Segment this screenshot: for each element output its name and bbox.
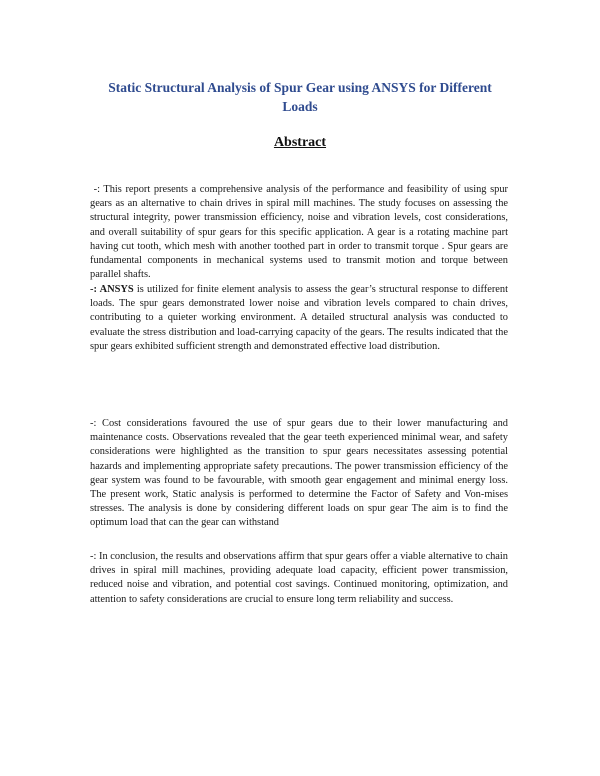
abstract-paragraph-1 — [90, 183, 508, 282]
paragraph-lead: -: — [90, 284, 100, 295]
abstract-paragraph-2 — [90, 283, 508, 354]
paragraph-text: is utilized for finite element analysis to assess the gear’s structural response to different loads. The spur gears demonstrated lower noise and vibration levels compared to chain drives, contributing to a quieter working environment. A detailed structural analysis was conducted to evaluate the stress distribution and load-carrying capacity of the gears. The results indicated that the spur gears exhibited sufficient strength and demonstrated effective load distribution. — [90, 284, 508, 352]
paragraph-text: This report presents a comprehensive analysis of the performance and feasibility of using spur gears as an alternative to chain drives in spiral mill machines. The study focuses on assessing the structural integrity, power transmission efficiency, noise and vibration levels, cost considerations, and overall suitability of spur gears for this specific application. A gear is a rotating machine part having cut tooth, which mesh with another toothed part in order to transmit torque . Spur gears are fundamental components in mechanical systems used to transmit motion and torque between parallel shafts. — [90, 184, 508, 281]
paragraph-text: Cost considerations favoured the use of spur gears due to their lower manufacturing and maintenance costs. Observations revealed that the gear teeth experienced minimal wear, and safety considerations were highlighted as the transition to spur gears necessitates assessing potential hazards and implementing appropriate safety precautions. The power transmission efficiency of the gear system was found to be favourable, with smooth gear engagement and minimal energy loss. The present work, Static analysis is performed to determine the Factor of Safety and Von-mises stresses. The analysis is done by considering different loads on spur gear The aim is to find the optimum load that can the gear can withstand — [90, 418, 508, 529]
paragraph-text: In conclusion, the results and observations affirm that spur gears offer a viable alternative to chain drives in spiral mill machines, providing adequate load capacity, efficient power transmission, reduced noise and vibration, and potential cost savings. Continued monitoring, optimization, and attention to safety considerations are crucial to ensure long term reliability and success. — [90, 551, 508, 605]
paper-title: Static Structural Analysis of Spur Gear using ANSYS for Different Loads — [108, 80, 492, 114]
paragraph-bold-term: ANSYS — [99, 284, 134, 295]
paragraph-lead: -: — [90, 418, 103, 429]
abstract-paragraph-4 — [90, 550, 508, 607]
abstract-heading: Abstract — [273, 135, 327, 150]
abstract-paragraph-3 — [90, 417, 508, 531]
paragraph-lead: -: — [90, 184, 104, 195]
paragraph-lead: -: — [90, 551, 99, 562]
